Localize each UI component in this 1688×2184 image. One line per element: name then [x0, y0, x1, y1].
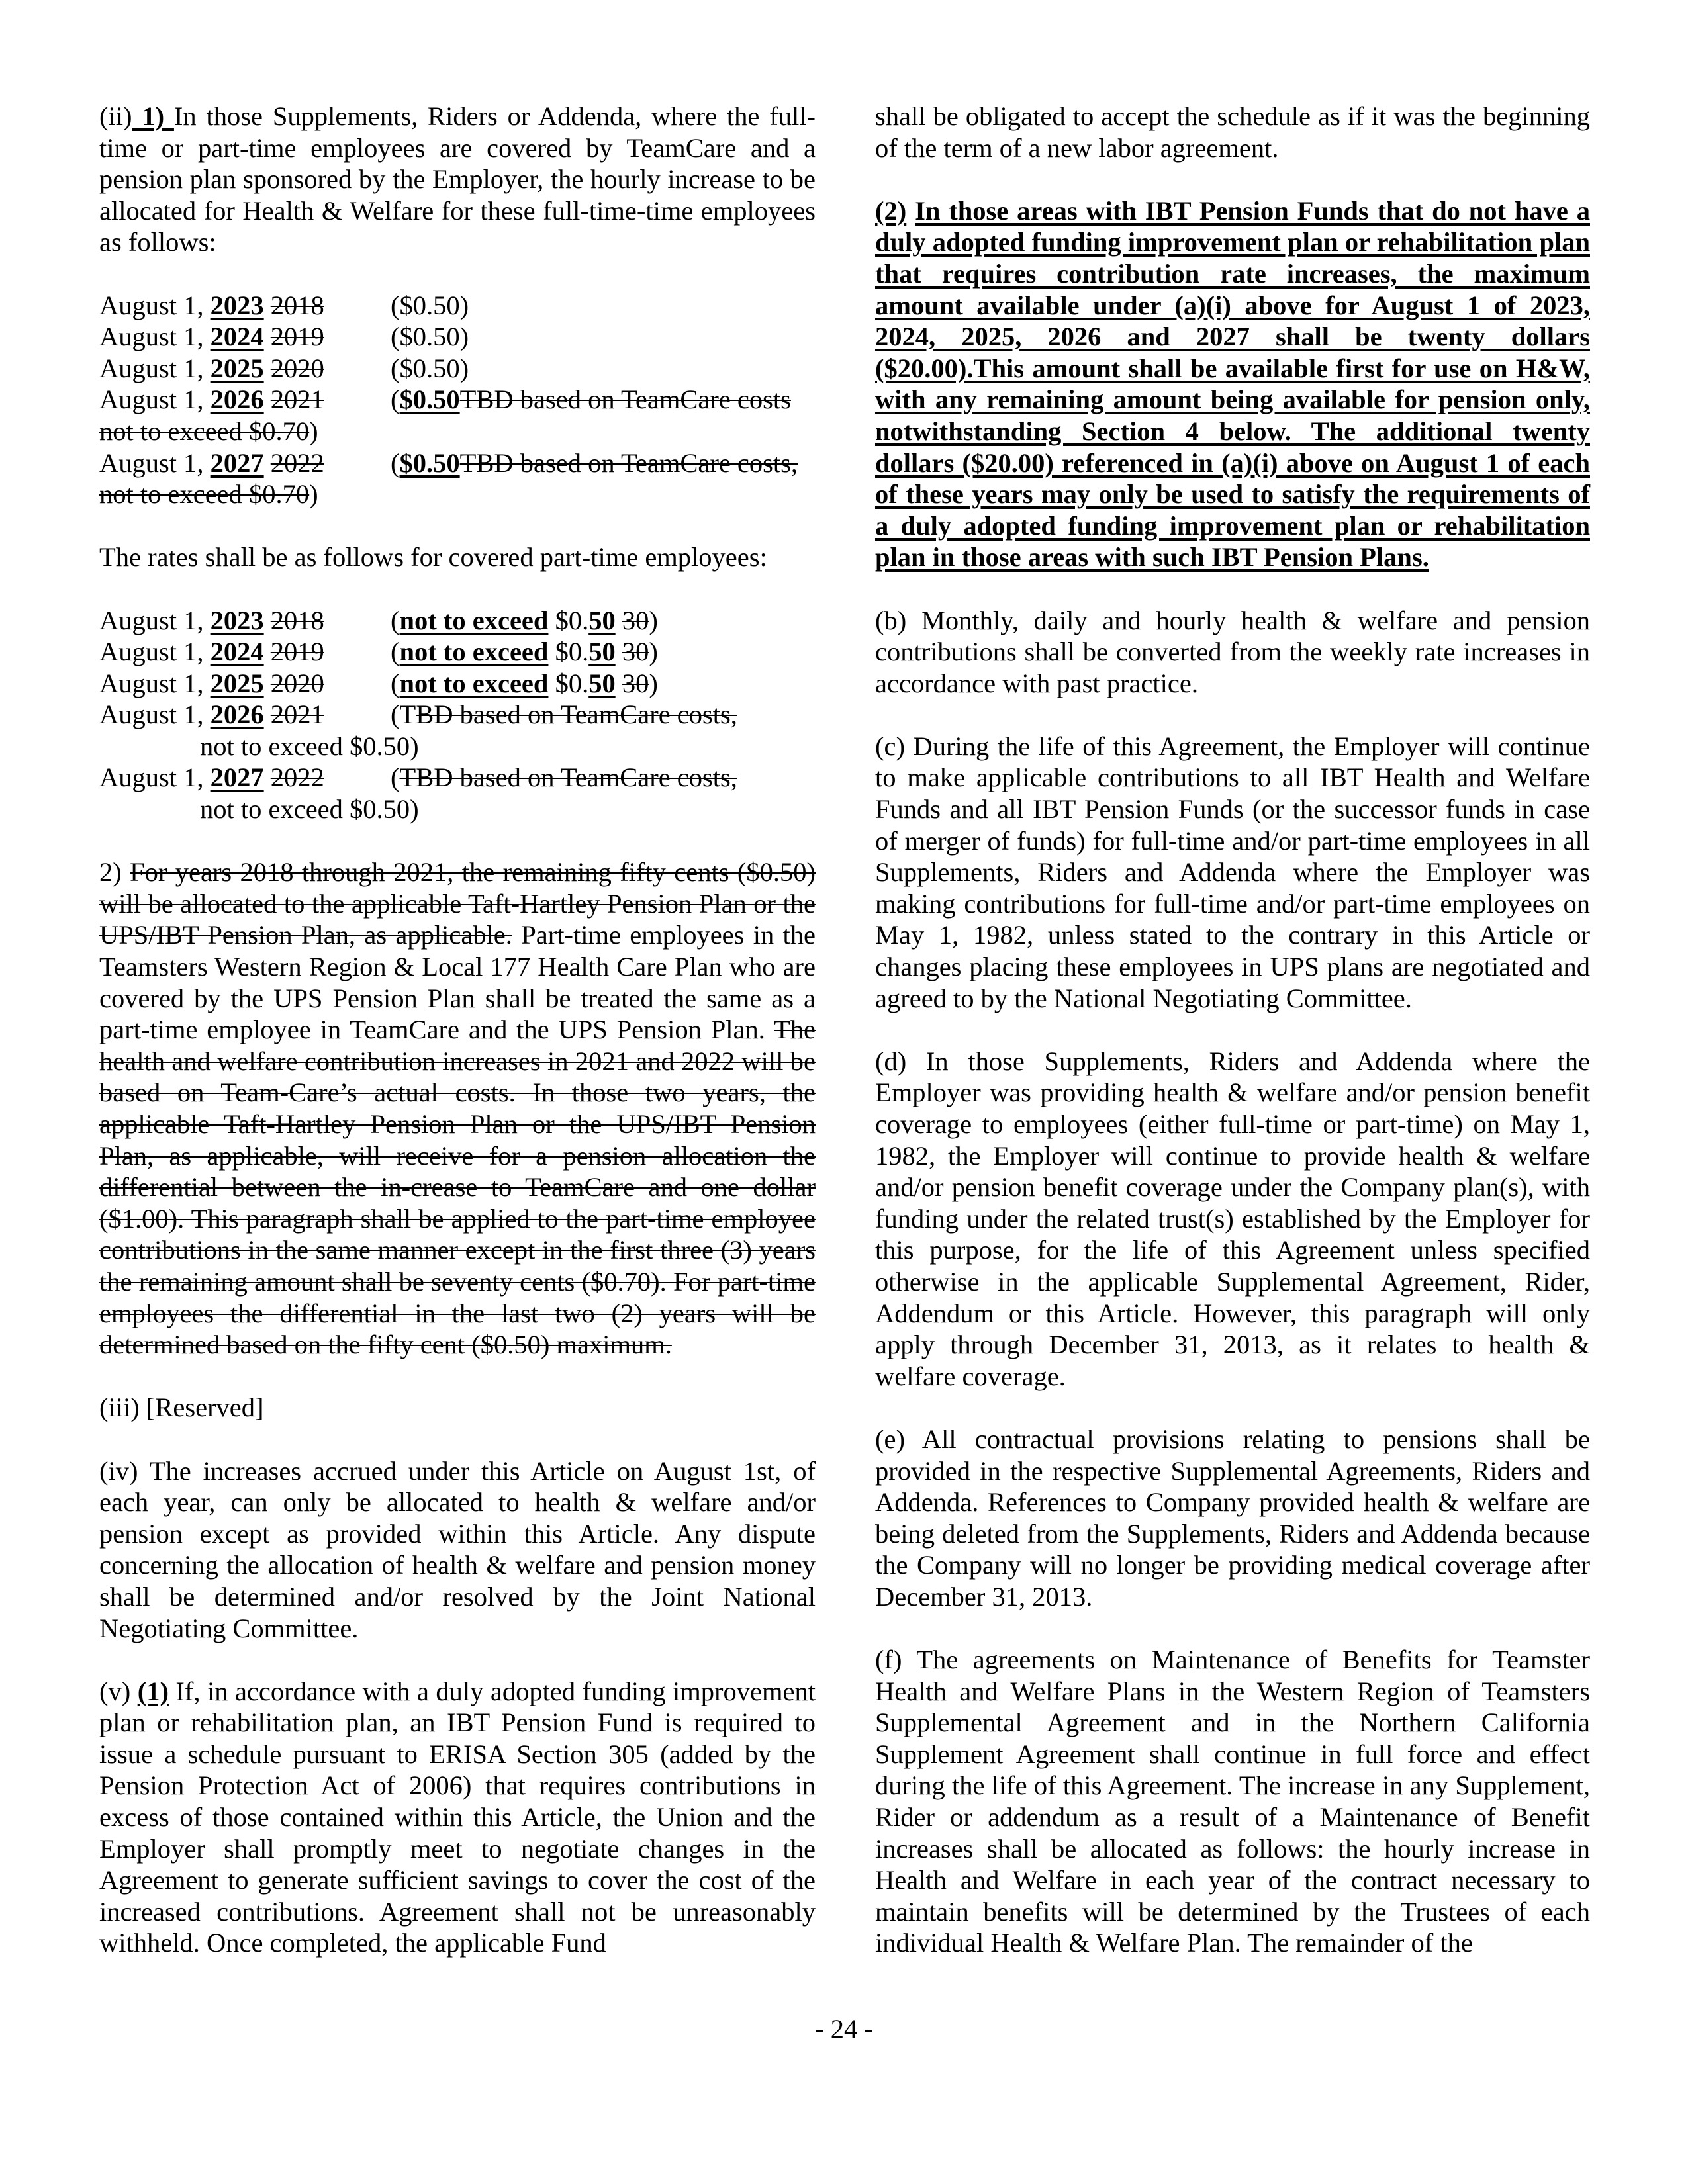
rate-row [99, 668, 816, 700]
deleted-text: 2020 [270, 353, 324, 383]
text-run: If, in accordance with a duly adopted funding improvement plan or rehabilitation plan, an IBT Pension Fund is required to issue a schedule pursuant to ERISA Section 305 (added by the Pension Protection Act of 2006) that requires contributions in excess of those contained within this Article, the Union and the Employer shall promptly meet to negotiate changes in the Agreement to generate sufficient savings to cover the cost of the increased contributions. Agreement shall not be unreasonably withheld. Once completed, the applicable Fund [99, 1676, 816, 1958]
inserted-text: $0.50 [399, 385, 460, 415]
deleted-text: 2020 [270, 668, 324, 698]
paragraph-d [875, 1046, 1590, 1392]
rate-amount [391, 606, 658, 635]
text-run [616, 606, 622, 635]
rate-amount-continuation [99, 731, 816, 762]
rate-amount-continuation [99, 416, 816, 447]
deleted-text: TBD based on TeamCare costs, [459, 447, 798, 478]
text-run [264, 700, 271, 729]
rate-row [99, 699, 816, 762]
text-run: August 1, [99, 385, 211, 415]
inserted-text: 50 [588, 637, 616, 667]
text-run: August 1, [99, 700, 211, 730]
text-run: $0. [548, 668, 589, 698]
inserted-text: $0.50 [399, 447, 460, 478]
paragraph-ii [99, 101, 816, 258]
paragraph-iv [99, 1455, 816, 1645]
paragraph-c [875, 731, 1590, 1014]
text-run: ) [309, 479, 318, 510]
text-run: August 1, [99, 605, 211, 635]
text-run: ( [391, 637, 400, 667]
rate-date [99, 605, 391, 637]
text-run [264, 291, 271, 320]
text-run [264, 668, 271, 698]
inserted-text: 2024 [210, 637, 264, 667]
text-run: (iii) [Reserved] [99, 1392, 264, 1423]
deleted-text: 30 [622, 605, 649, 635]
text-run [616, 637, 622, 666]
text-run: ( [391, 668, 400, 698]
rate-date [99, 384, 391, 416]
rate-amount [391, 668, 658, 698]
inserted-text: not to exceed [399, 605, 549, 635]
text-run: (ii) [99, 101, 132, 131]
text-run: The rates shall be as follows for covered part-time employees: [99, 542, 767, 572]
paragraph-2 [99, 856, 816, 1361]
part-time-rates-heading [99, 541, 816, 573]
inserted-text: In those areas with IBT Pension Funds that do not have a duly adopted funding improvement plan or rehabilitation plan that requires contribution rate increases, the maximum amount available under (a)(i) above for August 1 of 2023, 2024, 2025, 2026 and 2027 shall be twenty dollars ($20.00).This amount shall be available first for use on H&W, with any remaining amount being available for pension only, notwithstanding Section 4 below. The additional twenty dollars ($20.00) referenced in (a)(i) above on August 1 of each of these years may only be used to satisfy the requirements of a duly adopted funding improvement plan or rehabilitation plan in those areas with such IBT Pension Plans. [875, 195, 1590, 572]
rate-amount [391, 291, 469, 320]
text-run [264, 385, 271, 414]
inserted-text: (2) [875, 195, 907, 226]
rate-row [99, 447, 816, 510]
text-run: ) [649, 668, 658, 698]
text-run: August 1, [99, 290, 211, 320]
text-run [616, 668, 622, 698]
deleted-text: 30 [622, 668, 649, 698]
text-run: August 1, [99, 762, 211, 793]
rate-date [99, 353, 391, 385]
rate-row [99, 605, 816, 637]
text-run: (d) In those Supplements, Riders and Addenda where the Employer was providing health & welfare and/or pension benefit coverage to employees (either full-time or part-time) on May 1, 1982, the Employer will continue to provide health & welfare and/or pension benefit coverage under the Company plan(s), with funding under the related trust(s) established by the Employer for this purpose, for the life of this Agreement unless specified otherwise in the applicable Supplemental Agreement, Rider, Addendum or this Article. However, this paragraph will only apply through December 31, 2013, as it relates to health & welfare coverage. [875, 1046, 1590, 1391]
rate-amount [391, 637, 658, 666]
paragraph-iii [99, 1392, 816, 1424]
inserted-text: not to exceed [399, 637, 549, 667]
text-run: $0. [548, 637, 589, 667]
rate-amount [391, 353, 469, 383]
text-run: ) [309, 416, 318, 446]
text-run [264, 353, 271, 383]
deleted-text: 2018 [270, 605, 324, 635]
text-run: ( [391, 762, 400, 793]
rate-amount [391, 322, 469, 351]
rate-amount [391, 762, 737, 792]
text-run: ( [391, 385, 400, 415]
text-run: ($0.50) [391, 353, 469, 383]
text-run: Part-time employees in the Teamsters Western Region & Local 177 Health Care Plan who are covered by the UPS Pension Plan shall be treated the same as a part-time employee in TeamCare and the UPS Pension Plan. [99, 920, 816, 1045]
text-run: August 1, [99, 447, 211, 478]
text-run: August 1, [99, 668, 211, 698]
text-run: (e) All contractual provisions relating to pensions shall be provided in the respective Supplemental Agreements, Riders and Addenda. References to Company provided health & welfare are being deleted from the Supplements, Riders and Addenda because the Company will no longer be providing medical coverage after December 31, 2013. [875, 1424, 1590, 1612]
paragraph-v-continued [875, 101, 1590, 163]
rate-amount-continuation [99, 794, 816, 825]
paragraph-b [875, 605, 1590, 700]
text-run: (iv) The increases accrued under this Article on August 1st, of each year, can only be allocated to health & welfare and/or pension except as provided within this Article. Any dispute concerning the allocation of health & welfare and pension money shall be determined and/or resolved by the Joint National Negotiating Committee. [99, 1455, 816, 1643]
deleted-text: For years 2018 through 2021, the remaining fifty cents ($0.50) will be allocated to the applicable Taft-Hartley Pension Plan or the UPS/IBT Pension Plan, as applicable. [99, 857, 816, 950]
deleted-text: The health and welfare contribution increases in 2021 and 2022 will be based on Team-Care’s actual costs. In those two years, the applicable Taft-Hartley Pension Plan or the UPS/IBT Pension Plan, as applicable, will receive for a pension allocation the differential between the in-crease to TeamCare and one dollar ($1.00). This paragraph shall be applied to the part-time employee contributions in the same manner except in the first three (3) years the remaining amount shall be seventy cents ($0.70). For part-time employees the differential in the last two (2) years will be determined based on the fifty cent ($0.50) maximum. [99, 1015, 816, 1360]
deleted-text: 2019 [270, 322, 324, 352]
paragraph-e [875, 1424, 1590, 1613]
page-number: - 24 - [815, 2014, 873, 2044]
text-run: (v) [99, 1676, 138, 1706]
rate-amount [391, 448, 798, 478]
text-run: ( [391, 605, 400, 635]
text-run: ( [391, 447, 400, 478]
text-run: (b) Monthly, daily and hourly health & welfare and pension contributions shall be converted from the weekly rate increases in accordance with past practice. [875, 605, 1590, 698]
text-run: shall be obligated to accept the schedule as if it was the beginning of the term of a new labor agreement. [875, 101, 1590, 163]
inserted-text: 2027 [210, 762, 264, 793]
text-run: (c) During the life of this Agreement, the Employer will continue to make applicable contributions to all IBT Health and Welfare Funds and all IBT Pension Funds (or the successor funds in case of merger of funds) for full-time and/or part-time employees in all Supplements, Riders and Addenda where the Employer was making contributions for full-time and/or part-time employees on May 1, 1982, unless stated to the contrary in this Article or changes placing these employees in UPS plans are negotiated and agreed to by the National Negotiating Committee. [875, 731, 1590, 1013]
text-run: not to exceed $0.50) [200, 731, 419, 761]
left-column [99, 101, 816, 1959]
paragraph-v [99, 1676, 816, 1959]
text-run: ) [649, 637, 658, 667]
deleted-text: 2021 [270, 700, 324, 730]
rate-row [99, 384, 816, 447]
rate-date [99, 762, 391, 794]
part-time-rate-table [99, 605, 816, 825]
rate-date [99, 321, 391, 353]
text-run: (T [391, 700, 416, 730]
rate-row [99, 353, 816, 385]
text-run: In those Supplements, Riders or Addenda, where the full-time or part-time employees are covered by TeamCare and a pension plan sponsored by the Employer, the hourly increase to be allocated for Health & Welfare for these full-time-time employees as follows: [99, 101, 816, 257]
text-run [264, 762, 271, 792]
rate-row [99, 321, 816, 353]
inserted-text: 2026 [210, 700, 264, 730]
rate-row [99, 762, 816, 825]
rate-amount [391, 385, 791, 414]
inserted-text: 2023 [210, 290, 264, 320]
deleted-text: 2022 [270, 762, 324, 793]
inserted-text: 2026 [210, 385, 264, 415]
inserted-text: 2024 [210, 322, 264, 352]
deleted-text: 2022 [270, 447, 324, 478]
inserted-text: 2023 [210, 605, 264, 635]
deleted-text: 2018 [270, 290, 324, 320]
right-column [875, 101, 1590, 1959]
deleted-text: not to exceed $0.70 [99, 416, 310, 446]
text-run [906, 196, 915, 226]
inserted-text: 50 [588, 605, 616, 635]
inserted-text: 2027 [210, 447, 264, 478]
text-run: $0. [548, 605, 589, 635]
text-run [264, 448, 271, 478]
inserted-text: 1) [132, 101, 174, 131]
text-run: ($0.50) [391, 322, 469, 352]
rate-date [99, 636, 391, 668]
rate-row [99, 636, 816, 668]
paragraph-v-2 [875, 195, 1590, 573]
deleted-text: TBD based on TeamCare costs [459, 385, 791, 415]
inserted-text: 50 [588, 668, 616, 698]
rate-amount [391, 700, 737, 729]
rate-date [99, 290, 391, 322]
deleted-text: not to exceed $0.70 [99, 479, 310, 510]
rate-date [99, 447, 391, 479]
text-run [264, 322, 271, 351]
rate-row [99, 290, 816, 322]
rate-date [99, 699, 391, 731]
text-run [264, 637, 271, 666]
rate-date [99, 668, 391, 700]
deleted-text: 2021 [270, 385, 324, 415]
text-run: (f) The agreements on Maintenance of Benefits for Teamster Health and Welfare Plans in the Western Region of Teamsters Supplemental Agreement and in the Northern California Supplement Agreement shall continue in full force and effect during the life of this Agreement. The increase in any Supplement, Rider or addendum as a result of a Maintenance of Benefit increases shall be allocated as follows: the hourly increase in Health and Welfare in each year of the contract necessary to maintain benefits will be determined by the Trustees of each individual Health & Welfare Plan. The remainder of the [875, 1645, 1590, 1958]
inserted-text: (1) [137, 1676, 169, 1706]
full-time-rate-table [99, 290, 816, 510]
text-run: ) [649, 605, 658, 635]
deleted-text: TBD based on TeamCare costs, [399, 762, 737, 793]
inserted-text: 2025 [210, 668, 264, 698]
deleted-text: 30 [622, 637, 649, 667]
text-run: not to exceed $0.50) [200, 794, 419, 825]
deleted-text: 2019 [270, 637, 324, 667]
text-run: August 1, [99, 322, 211, 352]
text-run: ($0.50) [391, 290, 469, 320]
text-run: August 1, [99, 353, 211, 383]
text-run [264, 606, 271, 635]
rate-amount-continuation [99, 478, 816, 510]
inserted-text: not to exceed [399, 668, 549, 698]
paragraph-f [875, 1644, 1590, 1959]
text-run: 2) [99, 857, 130, 887]
deleted-text: BD based on TeamCare costs, [416, 700, 737, 730]
inserted-text: 2025 [210, 353, 264, 383]
text-run: August 1, [99, 637, 211, 667]
